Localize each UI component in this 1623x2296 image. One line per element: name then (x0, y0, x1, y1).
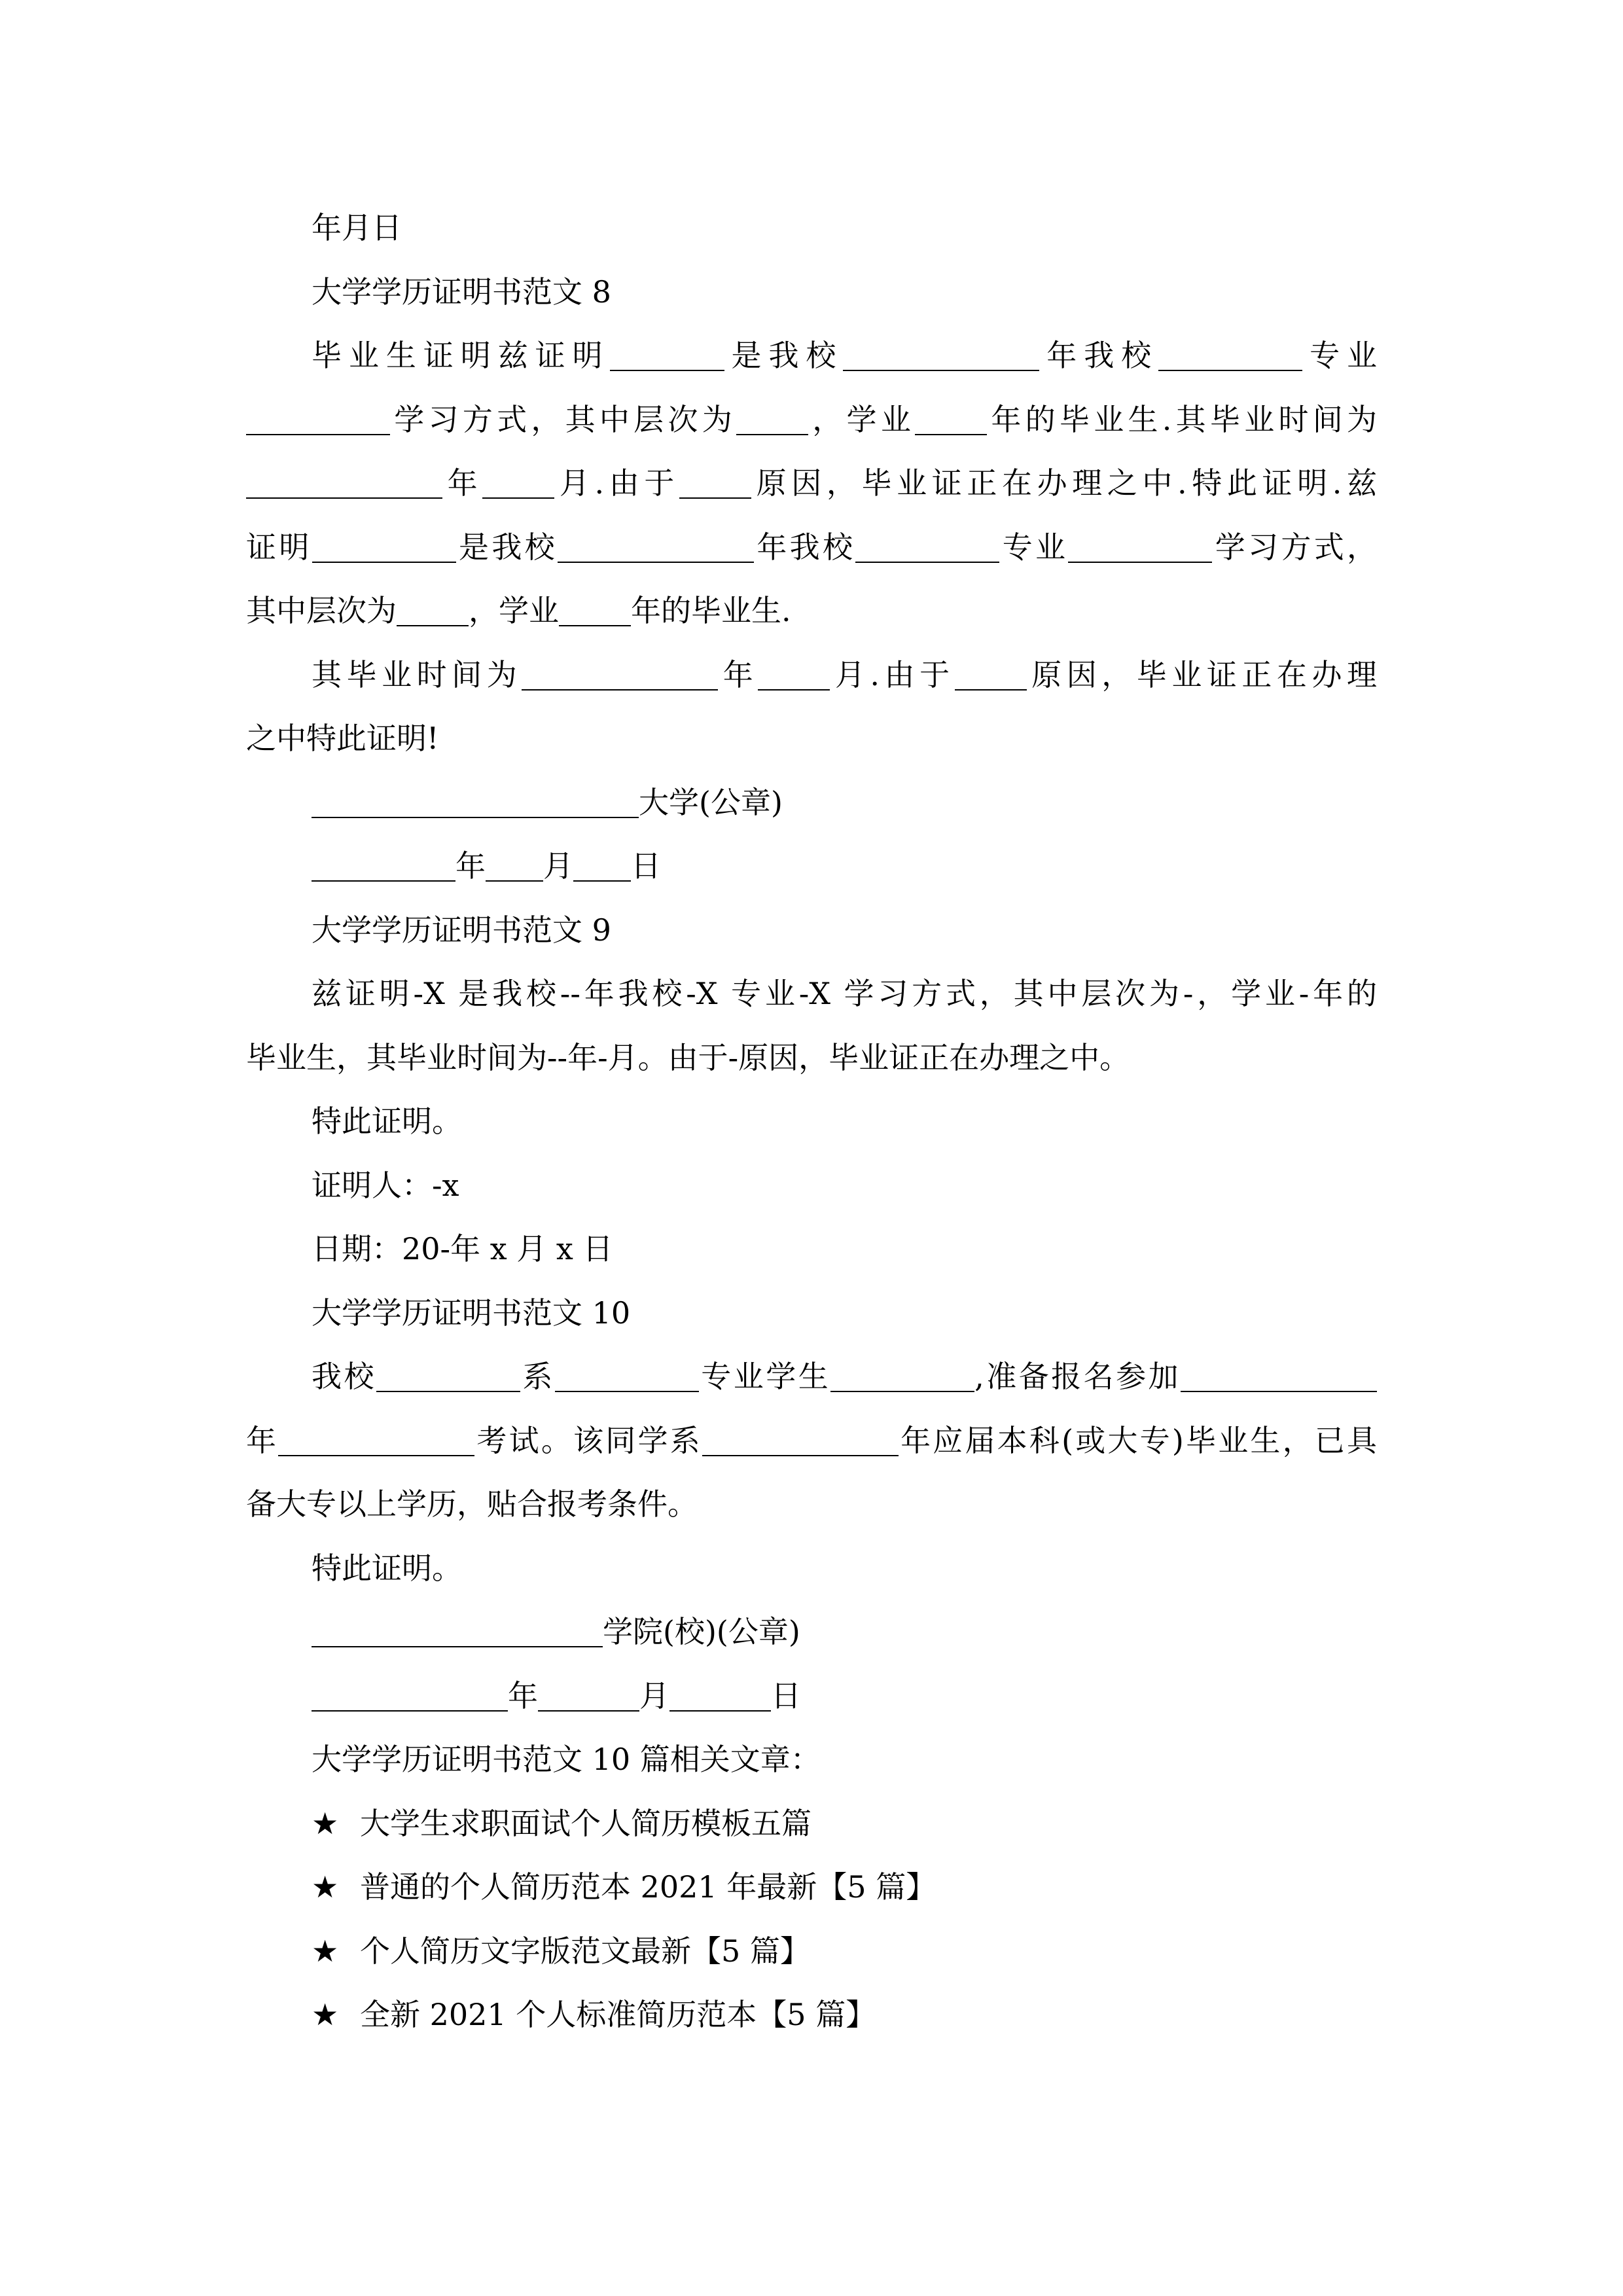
blank-field (246, 463, 442, 499)
star-icon: ★ (312, 1805, 339, 1841)
text: 年 (455, 848, 486, 884)
related-link-item[interactable] (246, 1856, 1377, 1920)
section-title-9: 大学学历证明书范文 9 (312, 912, 611, 948)
certifier-line: 证明人：-x (312, 1167, 459, 1203)
signature-date-line (246, 834, 1377, 899)
blank-field (555, 1357, 699, 1392)
text: 原因，毕业证正在办理之中.特此证明.兹 (751, 465, 1378, 501)
seal-label: 大学(公章) (639, 784, 783, 820)
star-icon: ★ (312, 1869, 339, 1905)
paragraph-line (246, 388, 1377, 452)
paragraph-line: 之中特此证明! (246, 721, 439, 756)
star-icon: ★ (312, 1933, 339, 1969)
related-link-item[interactable] (246, 1792, 1377, 1856)
text: 年的毕业生. (631, 593, 791, 628)
blank-field (312, 846, 455, 882)
related-link-item[interactable] (246, 1920, 1377, 1984)
blank-field (736, 400, 808, 435)
related-link-item[interactable] (246, 1983, 1377, 2047)
paragraph-line (246, 1409, 1377, 1473)
blank-field (312, 1612, 603, 1647)
blank-field (669, 1676, 771, 1712)
text: 专业 (999, 529, 1069, 565)
blank-field (702, 1421, 899, 1456)
paragraph-line (246, 579, 1377, 643)
paragraph-line (246, 324, 1377, 388)
text: ，学业 (469, 593, 559, 628)
blank-field (559, 591, 631, 626)
text: 是我校 (455, 529, 558, 565)
blank-field (522, 655, 718, 691)
text: 月 (543, 848, 573, 884)
paragraph-line (246, 643, 1377, 708)
text: 其毕业时间为 (312, 656, 522, 692)
blank-field (538, 1676, 639, 1712)
signature-date-line (246, 1664, 1377, 1729)
text: 系 (520, 1359, 555, 1394)
text: 年应届本科(或大专)毕业生，已具 (898, 1422, 1378, 1458)
blank-field (955, 655, 1027, 691)
blank-field (312, 783, 639, 818)
date-line: 日期：20-年 x 月 x 日 (312, 1231, 613, 1266)
paragraph-line: 特此证明。 (312, 1550, 462, 1586)
blank-field (1068, 528, 1212, 563)
blank-field (679, 463, 751, 499)
related-link-text[interactable]: 普通的个人简历范本 2021 年最新【5 篇】 (360, 1869, 936, 1905)
text: 月.由于 (554, 465, 679, 501)
text: 年我校 (1039, 338, 1159, 373)
blank-field (573, 846, 631, 882)
related-heading: 大学学历证明书范文 10 篇相关文章： (312, 1742, 821, 1777)
document-page (246, 196, 1377, 2047)
blank-field (482, 463, 554, 499)
blank-field (915, 400, 987, 435)
paragraph-line: 毕业生，其毕业时间为--年-月。由于-原因，毕业证正在办理之中。 (246, 1039, 1130, 1075)
text: 日 (631, 848, 661, 884)
paragraph-line: 兹证明-X 是我校--年我校-X 专业-X 学习方式，其中层次为-，学业-年的 (312, 976, 1377, 1011)
blank-field (1158, 336, 1302, 371)
blank-field (376, 1357, 520, 1392)
text: 年的毕业生.其毕业时间为 (987, 401, 1378, 437)
text: 学习方式，其中层次为 (390, 401, 737, 437)
text: 其中层次为 (246, 593, 397, 628)
text: 年 (718, 656, 758, 692)
paragraph-line: 备大专以上学历，贴合报考条件。 (246, 1486, 698, 1522)
text: 考试。该同学系 (474, 1422, 702, 1458)
text: 年 (442, 465, 483, 501)
text: 是我校 (724, 338, 844, 373)
blank-field (486, 846, 543, 882)
date-line: 年月日 (312, 210, 402, 245)
blank-field (558, 528, 754, 563)
text: 我校 (312, 1359, 376, 1394)
blank-field (397, 591, 469, 626)
text: 原因，毕业证正在办理 (1026, 656, 1378, 692)
text: 月 (639, 1677, 669, 1713)
text: 年我校 (754, 529, 856, 565)
text: 证明 (246, 529, 312, 565)
text: 专业学生 (698, 1359, 831, 1394)
paragraph-line (246, 516, 1377, 580)
seal-line (246, 1600, 1377, 1664)
blank-field (312, 1676, 508, 1712)
related-link-text[interactable]: 大学生求职面试个人简历模板五篇 (360, 1805, 812, 1841)
paragraph-line (246, 452, 1377, 516)
star-icon: ★ (312, 1997, 339, 2032)
text: 毕业生证明兹证明 (312, 338, 610, 373)
paragraph-line (246, 1345, 1377, 1409)
paragraph-line: 特此证明。 (312, 1103, 462, 1139)
blank-field (1181, 1357, 1377, 1392)
text: 年 (508, 1677, 538, 1713)
section-title-10: 大学学历证明书范文 10 (312, 1295, 631, 1331)
related-link-text[interactable]: 全新 2021 个人标准简历范本【5 篇】 (360, 1997, 876, 2032)
text: 专业 (1302, 338, 1378, 373)
text: 月.由于 (830, 656, 955, 692)
blank-field (610, 336, 724, 371)
text: 日 (771, 1677, 801, 1713)
seal-label: 学院(校)(公章) (603, 1614, 800, 1649)
related-link-text[interactable]: 个人简历文字版范文最新【5 篇】 (360, 1933, 810, 1969)
blank-field (758, 655, 830, 691)
blank-field (855, 528, 999, 563)
blank-field (278, 1421, 474, 1456)
text: ，学业 (808, 401, 916, 437)
seal-line (246, 771, 1377, 835)
text: ,准备报名参加 (974, 1359, 1181, 1394)
blank-field (312, 528, 456, 563)
section-title-8: 大学学历证明书范文 8 (312, 274, 611, 310)
text: 学习方式， (1212, 529, 1378, 565)
text: 年 (246, 1422, 279, 1458)
blank-field (830, 1357, 974, 1392)
blank-field (843, 336, 1039, 371)
blank-field (246, 400, 390, 435)
